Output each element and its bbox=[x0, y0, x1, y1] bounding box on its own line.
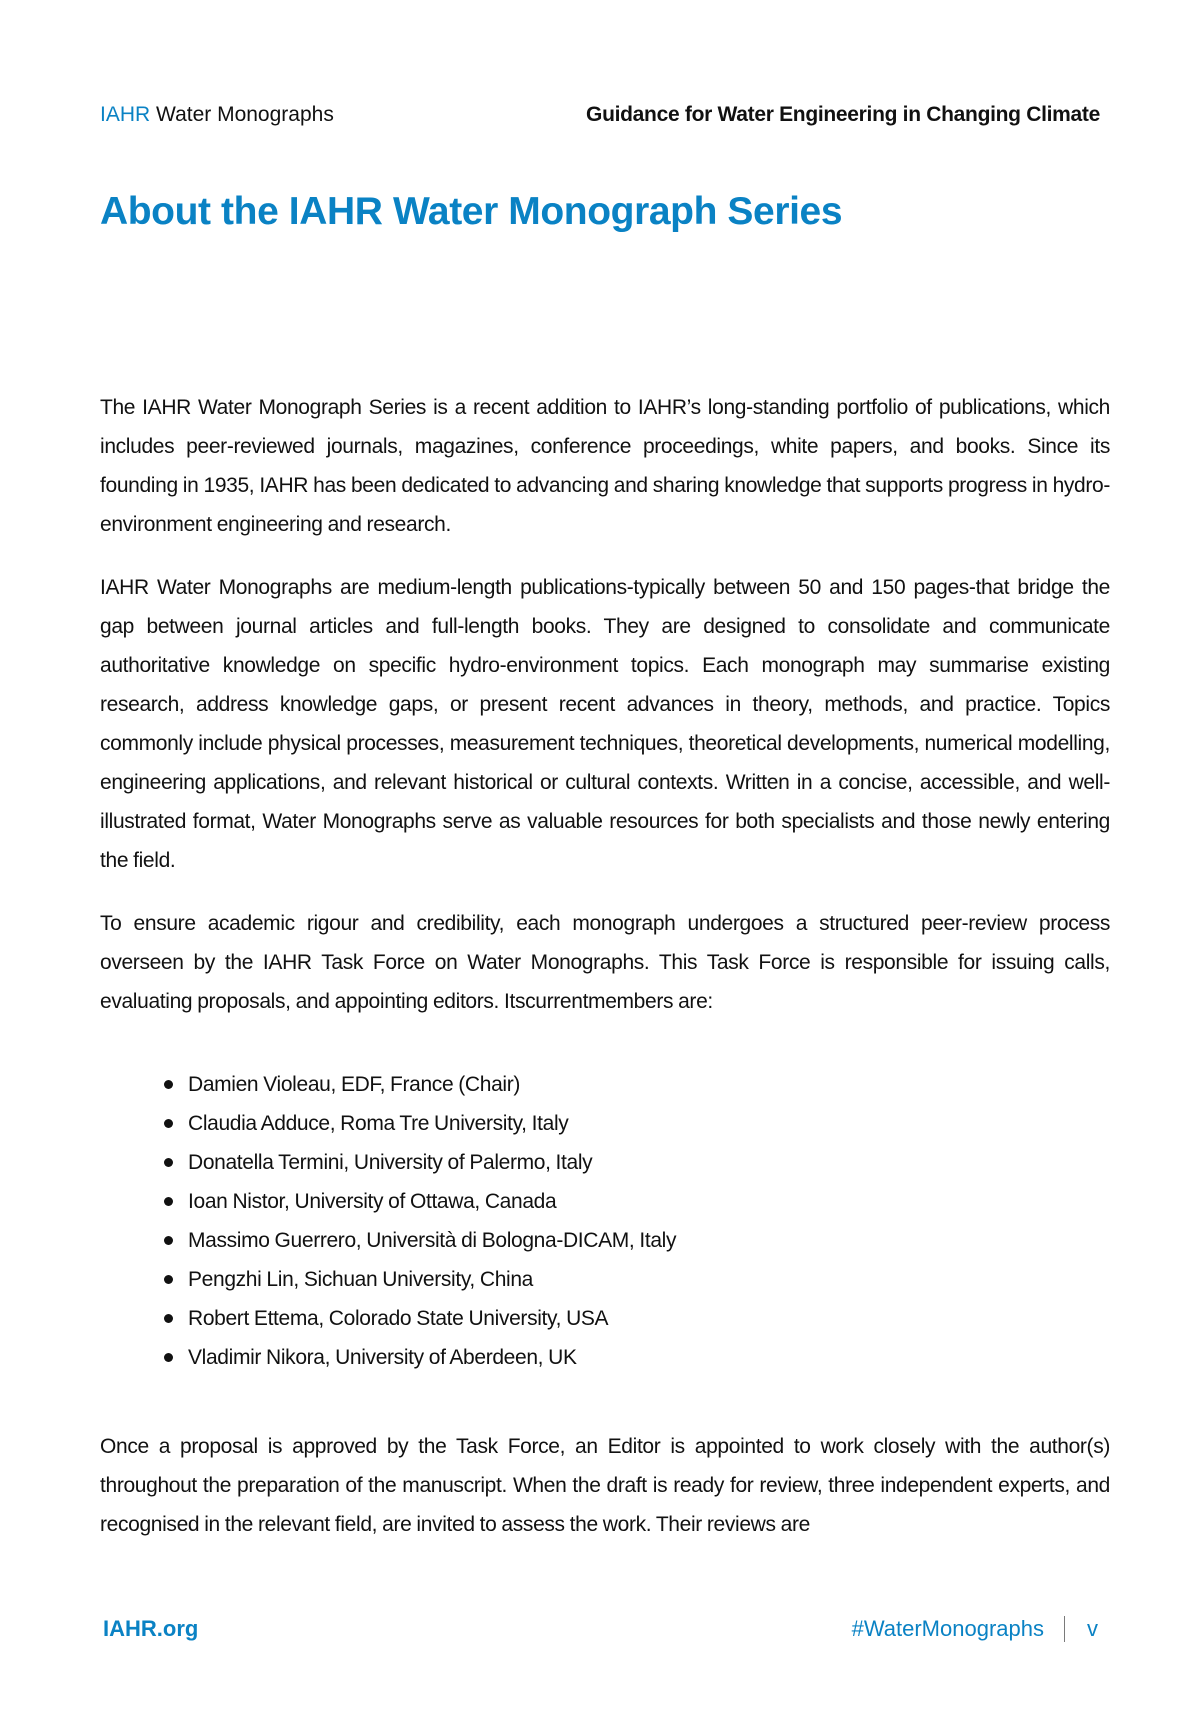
running-footer bbox=[100, 1614, 1100, 1644]
member-name: Vladimir Nikora, University of Aberdeen, UK bbox=[188, 1346, 577, 1369]
bullet-icon bbox=[164, 1119, 173, 1128]
footer-right bbox=[852, 1616, 1100, 1642]
member-name: Pengzhi Lin, Sichuan University, China bbox=[188, 1268, 534, 1291]
running-header bbox=[100, 100, 1100, 130]
member-name: Claudia Adduce, Roma Tre University, Italy bbox=[188, 1112, 569, 1135]
footer-divider bbox=[1064, 1616, 1065, 1642]
list-item bbox=[164, 1065, 1110, 1104]
paragraph-editor-process: Once a proposal is approved by the Task Force, an Editor is appointed to work closely with the author(s) throughout the preparation of the manuscript. When the draft is ready for review, three independent experts, and recognised in the relevant field, are invited to assess the work. Their reviews are bbox=[100, 1435, 1110, 1536]
member-name: Ioan Nistor, University of Ottawa, Canada bbox=[188, 1190, 557, 1213]
list-item bbox=[164, 1338, 1110, 1377]
body-text bbox=[100, 388, 1110, 1568]
bullet-icon bbox=[164, 1236, 173, 1245]
bullet-icon bbox=[164, 1158, 173, 1167]
bullet-icon bbox=[164, 1314, 173, 1323]
list-item bbox=[164, 1260, 1110, 1299]
series-label: Water Monographs bbox=[150, 103, 334, 126]
member-name: Donatella Termini, University of Palermo, Italy bbox=[188, 1151, 593, 1174]
page-number: v bbox=[1087, 1616, 1098, 1641]
bullet-icon bbox=[164, 1080, 173, 1089]
website-link[interactable]: IAHR.org bbox=[103, 1616, 199, 1641]
series-brand: IAHR bbox=[100, 103, 151, 126]
book-title: Guidance for Water Engineering in Changing Climate bbox=[586, 103, 1100, 126]
hashtag: #WaterMonographs bbox=[851, 1616, 1044, 1641]
list-item bbox=[164, 1221, 1110, 1260]
bullet-icon bbox=[164, 1197, 173, 1206]
bullet-icon bbox=[164, 1275, 173, 1284]
paragraph-description: IAHR Water Monographs are medium-length publications-typically between 50 and 150 pages-that bridge the gap between journal articles and full-length books. They are designed to consolidate and communicate authoritative knowledge on specific hydro-environment topics. Each monograph may summarise existing research, address knowledge gaps, or present recent advances in theory, methods, and practice. Topics commonly include physical processes, measurement techniques, theoretical developments, numerical modelling, engineering applications, and relevant historical or cultural contexts. Written in a concise, accessible, and well-illustrated format, Water Monographs serve as valuable resources for both specialists and those newly entering the field. bbox=[100, 576, 1110, 872]
task-force-member-list bbox=[100, 1065, 1110, 1377]
series-name bbox=[100, 103, 334, 127]
member-name: Robert Ettema, Colorado State University, USA bbox=[188, 1307, 609, 1330]
paragraph-peer-review: To ensure academic rigour and credibility, each monograph undergoes a structured peer-review process overseen by the IAHR Task Force on Water Monographs. This Task Force is responsible for issuing calls, evaluating proposals, and appointing editors. Itscurrentmembers are: bbox=[100, 912, 1110, 1013]
list-item bbox=[164, 1143, 1110, 1182]
paragraph-intro: The IAHR Water Monograph Series is a recent addition to IAHR’s long-standing portfolio of publications, which includes peer-reviewed journals, magazines, conference proceedings, white papers, and books. Since its founding in 1935, IAHR has been dedicated to advancing and sharing knowledge that supports progress in hydro-environment engineering and research. bbox=[100, 396, 1110, 536]
list-item bbox=[164, 1182, 1110, 1221]
list-item bbox=[164, 1299, 1110, 1338]
list-item bbox=[164, 1104, 1110, 1143]
bullet-icon bbox=[164, 1353, 173, 1362]
page-title: About the IAHR Water Monograph Series bbox=[100, 190, 843, 233]
member-name: Massimo Guerrero, Università di Bologna-DICAM, Italy bbox=[188, 1229, 677, 1252]
member-name: Damien Violeau, EDF, France (Chair) bbox=[188, 1073, 520, 1096]
